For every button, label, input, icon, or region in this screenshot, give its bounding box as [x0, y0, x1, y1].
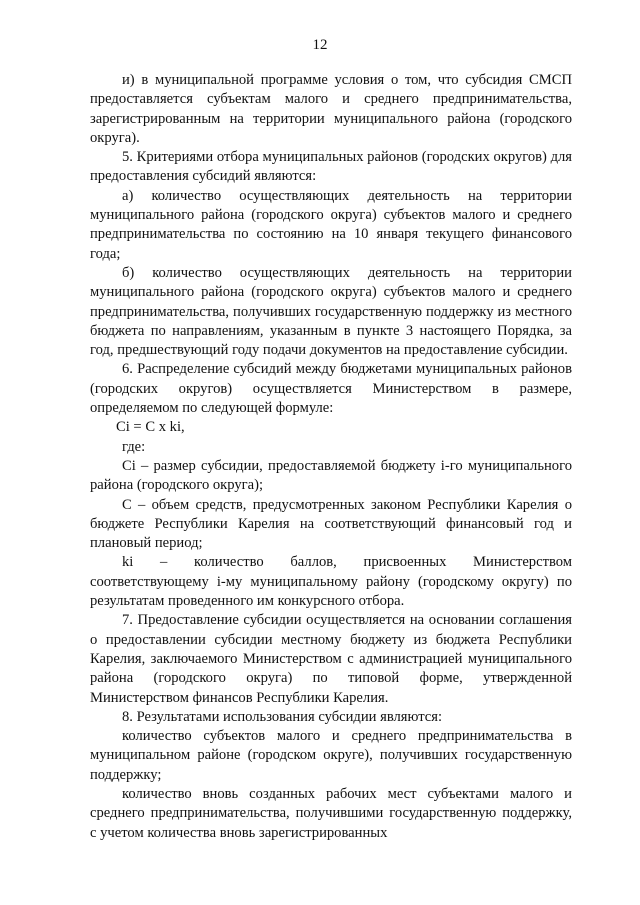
- page-number: 12: [312, 37, 328, 53]
- paragraph-item-i: и) в муниципальной программе условия о том, что субсидия СМСП предоставляется субъектам малого и среднего предпринимательства, зарегистрированным на территории муниципального района (городского округа).: [90, 72, 572, 146]
- paragraph-where: где:: [122, 438, 146, 455]
- result-item-1: количество субъектов малого и среднего предпринимательства в муниципальном районе (городском округе), получивших государственную поддержку;: [90, 728, 572, 783]
- paragraph-7: 7. Предоставление субсидии осуществляется на основании соглашения о предоставлении субсидии местному бюджету из бюджета Республики Карелия, заключаемого Министерством с администрацией муниципального района (городского округа) по типовой форме, утвержденной Министерством финансов Республики Карелия.: [90, 612, 572, 706]
- paragraph-5: 5. Критериями отбора муниципальных районов (городских округов) для предоставления субсидий являются:: [90, 149, 572, 185]
- definition-c: C – объем средств, предусмотренных законом Республики Карелия о бюджете Республики Карелия на соответствующий финансовый год и плановый период;: [90, 496, 572, 552]
- result-item-2: количество вновь созданных рабочих мест субъектами малого и среднего предпринимательства, получившими государственную поддержку, с учетом количества вновь зарегистрированных: [90, 785, 572, 841]
- paragraph-5a: а) количество осуществляющих деятельность на территории муниципального района (городского округа) субъектов малого и среднего предпринимательства по состоянию на 10 января текущего финансового года;: [90, 187, 572, 262]
- definition-ci: Ci – размер субсидии, предоставляемой бюджету i-го муниципального района (городского округа);: [90, 457, 572, 494]
- definition-ki: ki – количество баллов, присвоенных Министерством соответствующему i-му муниципальному району (городскому округу) по результатам проведенного им конкурсного отбора.: [90, 554, 572, 610]
- paragraph-8: 8. Результатами использования субсидии являются:: [122, 708, 443, 725]
- paragraph-5b: б) количество осуществляющих деятельность на территории муниципального района (городского округа) субъектов малого и среднего предпринимательства, получивших государственную поддержку из местного бюджета по направлениям, указанным в пункте 3 настоящего Порядка, за год, предшествующий году подачи документов на предоставление субсидии.: [90, 264, 572, 359]
- paragraph-6: 6. Распределение субсидий между бюджетами муниципальных районов (городских округов) осуществляется Министерством в размере, определяемом по следующей формуле:: [90, 361, 572, 417]
- document-body: [90, 71, 572, 843]
- formula: Ci = C x ki,: [116, 419, 185, 436]
